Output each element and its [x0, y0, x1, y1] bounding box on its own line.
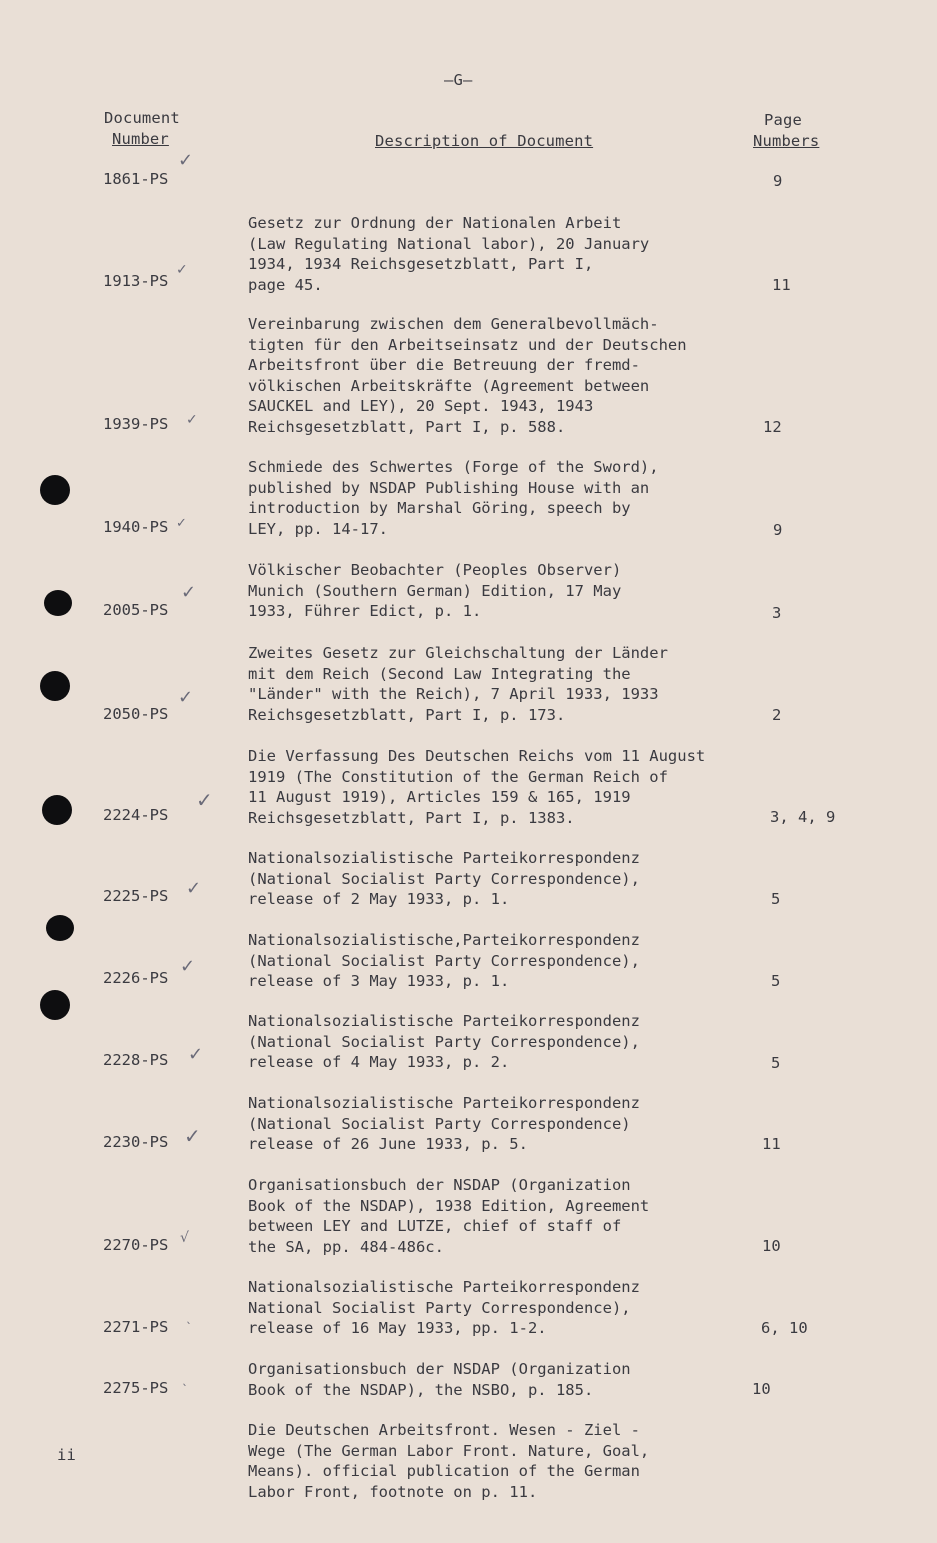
- page-numbers: 5: [771, 890, 781, 908]
- page-numbers: 3: [772, 604, 782, 622]
- doc-number: 2228-PS: [103, 1051, 169, 1069]
- check-mark-icon: ✓: [180, 956, 196, 977]
- check-mark-icon: ✓: [186, 412, 198, 428]
- check-mark-icon: √: [180, 1230, 189, 1246]
- doc-number: 2270-PS: [103, 1236, 169, 1254]
- doc-description: Vereinbarung zwischen dem Generalbevollmäch- tigten für den Arbeitseinsatz und der Deutschen Arbeitsfront über die Betreuung der fremd- völkischen Arbeitskräfte (Agreement between SAUCKEL and LEY), 20 Sept. 1943, 1943 Reichsgesetzblatt, Part I, p. 588.: [248, 315, 687, 436]
- doc-description: Gesetz zur Ordnung der Nationalen Arbeit (Law Regulating National labor), 20 January 1934, 1934 Reichsgesetzblatt, Part I, page 45.: [248, 214, 650, 294]
- page-numbers: 6, 10: [761, 1319, 808, 1337]
- check-mark-icon: ✓: [196, 788, 213, 812]
- doc-description: Nationalsozialistische Parteikorrespondenz National Socialist Party Correspondence), release of 16 May 1933, pp. 1-2.: [248, 1278, 640, 1337]
- doc-number: 2005-PS: [103, 601, 169, 619]
- punch-hole: [40, 671, 70, 701]
- doc-description: Die Deutschen Arbeitsfront. Wesen - Ziel - Wege (The German Labor Front. Nature, Goal, Means). official publication of the German Labor Front, footnote on p. 11.: [248, 1421, 650, 1501]
- doc-number: 2271-PS: [103, 1318, 169, 1336]
- doc-number: 1861-PS: [103, 170, 169, 188]
- doc-number: 2224-PS: [103, 806, 169, 824]
- check-mark-icon: ✓: [186, 878, 202, 899]
- doc-number: 1913-PS: [103, 272, 169, 290]
- page-numbers: 2: [772, 706, 782, 724]
- doc-description: Nationalsozialistische Parteikorrespondenz (National Socialist Party Correspondence), release of 4 May 1933, p. 2.: [248, 1012, 640, 1071]
- check-mark-icon: ✓: [178, 687, 194, 708]
- doc-description: Völkischer Beobachter (Peoples Observer) Munich (Southern German) Edition, 17 May 1933, Führer Edict, p. 1.: [248, 561, 622, 620]
- doc-description: Die Verfassung Des Deutschen Reichs vom 11 August 1919 (The Constitution of the German Reich of 11 August 1919), Articles 159 & 165, 1919 Reichsgesetzblatt, Part I, p. 1383.: [248, 747, 706, 827]
- doc-number: 2050-PS: [103, 705, 169, 723]
- doc-number: 2230-PS: [103, 1133, 169, 1151]
- check-mark-icon: ✓: [176, 262, 188, 278]
- punch-hole: [46, 915, 74, 941]
- punch-hole: [42, 795, 72, 825]
- page-numbers: 5: [771, 1054, 781, 1072]
- page-numbers: 10: [762, 1237, 781, 1255]
- description-header: Description of Document: [375, 132, 594, 150]
- doc-number: 2225-PS: [103, 887, 169, 905]
- punch-hole: [40, 475, 70, 505]
- check-mark-icon: ✓: [178, 150, 194, 171]
- doc-number: 2275-PS: [103, 1379, 169, 1397]
- page-numbers: 3, 4, 9: [770, 808, 836, 826]
- doc-description: Nationalsozialistische Parteikorrespondenz (National Socialist Party Correspondence), release of 2 May 1933, p. 1.: [248, 849, 640, 908]
- check-mark-icon: ˎ: [186, 1310, 192, 1324]
- doc-description: Nationalsozialistische,Parteikorrespondenz (National Socialist Party Correspondence), release of 3 May 1933, p. 1.: [248, 931, 640, 990]
- page-numbers: 12: [763, 418, 782, 436]
- punch-hole: [40, 990, 70, 1020]
- check-mark-icon: ˎ: [182, 1372, 188, 1386]
- page-numbers: 11: [772, 276, 791, 294]
- page-numbers: 9: [773, 172, 783, 190]
- page-numbers: 10: [752, 1380, 771, 1398]
- pages-header: Numbers: [753, 132, 820, 150]
- footer-page-number: ii: [57, 1446, 76, 1464]
- doc-description: Zweites Gesetz zur Gleichschaltung der Länder mit dem Reich (Second Law Integrating the "Länder" with the Reich), 7 April 1933, 1933 Reichsgesetzblatt, Part I, p. 173.: [248, 644, 668, 724]
- doc-description: Organisationsbuch der NSDAP (Organization Book of the NSDAP), the NSBO, p. 185.: [248, 1360, 631, 1399]
- page-numbers: 11: [762, 1135, 781, 1153]
- pages-header: Page: [764, 111, 802, 129]
- check-mark-icon: ✓: [176, 516, 187, 531]
- doc-description: Organisationsbuch der NSDAP (Organization Book of the NSDAP), 1938 Edition, Agreement between LEY and LUTZE, chief of staff of the SA, pp. 484-486c.: [248, 1176, 650, 1256]
- punch-hole: [44, 590, 72, 616]
- page-numbers: 9: [773, 521, 783, 539]
- page-letter: —G—: [444, 71, 473, 89]
- page-numbers: 5: [771, 972, 781, 990]
- doc-number-header: Document: [104, 109, 180, 127]
- doc-description: Nationalsozialistische Parteikorrespondenz (National Socialist Party Correspondence) release of 26 June 1933, p. 5.: [248, 1094, 640, 1153]
- doc-number: 2226-PS: [103, 969, 169, 987]
- doc-number: 1940-PS: [103, 518, 169, 536]
- check-mark-icon: ✓: [184, 1124, 201, 1148]
- doc-description: Schmiede des Schwertes (Forge of the Sword), published by NSDAP Publishing House with an introduction by Marshal Göring, speech by LEY, pp. 14-17.: [248, 458, 659, 538]
- check-mark-icon: ✓: [188, 1044, 204, 1065]
- doc-number: 1939-PS: [103, 415, 169, 433]
- doc-number-header: Number: [112, 130, 169, 148]
- check-mark-icon: ✓: [181, 582, 197, 603]
